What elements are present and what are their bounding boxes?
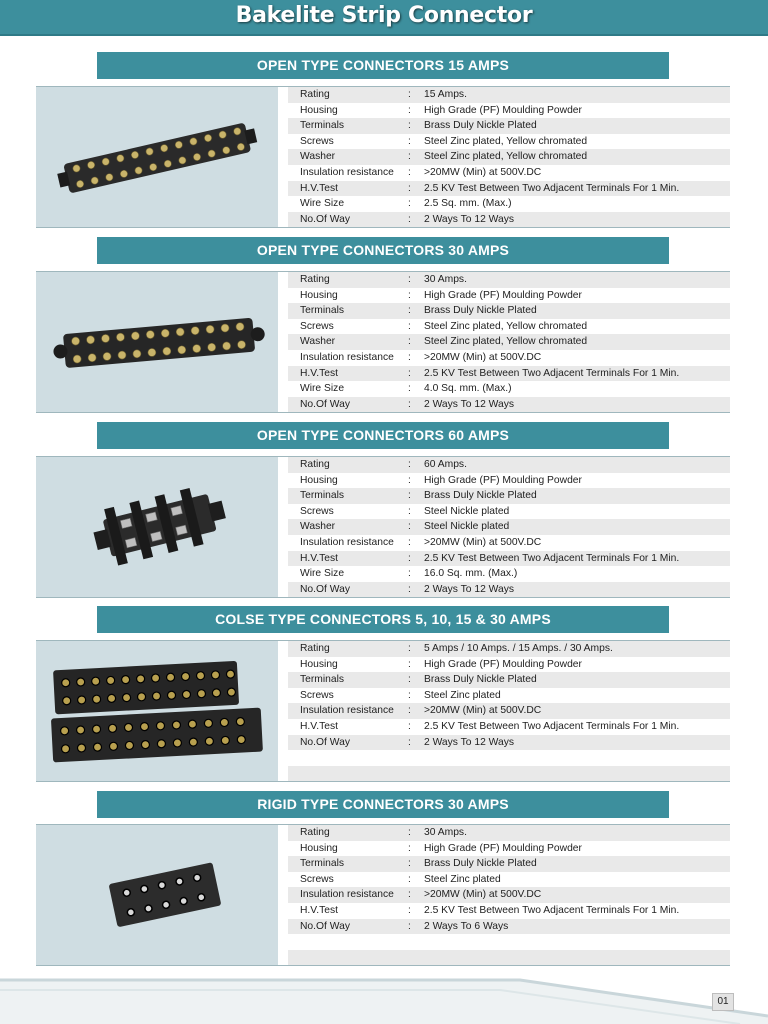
- spec-value: >20MW (Min) at 500V.DC: [424, 536, 542, 548]
- spec-label: Rating: [300, 89, 330, 100]
- spec-row: [288, 825, 730, 841]
- spec-label: Wire Size: [300, 383, 345, 395]
- separator: :: [408, 521, 411, 533]
- spec-label: Housing: [300, 474, 338, 486]
- spec-row: [288, 551, 730, 567]
- spec-row: [288, 87, 730, 103]
- spec-row: [288, 856, 730, 872]
- spec-label: Rating: [300, 643, 330, 654]
- spec-table: [288, 457, 730, 597]
- section-banner-open-30a: [97, 237, 669, 264]
- spec-row: [288, 165, 730, 181]
- spec-label: Housing: [300, 842, 338, 854]
- spec-value: >20MW (Min) at 500V.DC: [424, 351, 542, 363]
- spec-value: 15 Amps.: [424, 89, 467, 100]
- separator: :: [408, 398, 411, 410]
- spec-row: [288, 703, 730, 719]
- spec-row: [288, 196, 730, 212]
- section-open-60a: [36, 456, 730, 598]
- separator: :: [408, 320, 411, 332]
- spec-row: [288, 719, 730, 735]
- spec-label: Insulation resistance: [300, 166, 394, 178]
- spec-table: [288, 87, 730, 227]
- section-close-type: [36, 640, 730, 782]
- spec-value: 2.5 KV Test Between Two Adjacent Terminals For 1 Min.: [424, 552, 680, 564]
- spec-label: Screws: [300, 320, 334, 332]
- spec-label: Housing: [300, 289, 338, 301]
- section-title: OPEN TYPE CONNECTORS 15 AMPS: [256, 57, 510, 73]
- spec-value: High Grade (PF) Moulding Powder: [424, 658, 582, 670]
- spec-row-empty: [288, 766, 730, 782]
- spec-table: [288, 825, 730, 965]
- spec-row: [288, 903, 730, 919]
- spec-row: [288, 582, 730, 598]
- spec-label: No.Of Way: [300, 583, 350, 595]
- spec-label: Housing: [300, 104, 338, 116]
- spec-table: [288, 272, 730, 412]
- spec-value: Steel Zinc plated, Yellow chromated: [424, 336, 588, 348]
- spec-label: No.Of Way: [300, 398, 350, 410]
- spec-label: Rating: [300, 459, 330, 470]
- spec-label: Washer: [300, 521, 336, 533]
- spec-label: No.Of Way: [300, 736, 350, 748]
- separator: :: [408, 705, 411, 717]
- spec-label: Terminals: [300, 305, 345, 317]
- spec-value: Steel Zinc plated: [424, 873, 501, 885]
- separator: :: [408, 689, 411, 701]
- spec-value: 2 Ways To 12 Ways: [424, 398, 515, 410]
- spec-label: Screws: [300, 873, 334, 885]
- separator: :: [408, 536, 411, 548]
- page-number: 01: [712, 993, 734, 1011]
- section-title: OPEN TYPE CONNECTORS 60 AMPS: [256, 427, 510, 443]
- separator: :: [408, 274, 411, 285]
- separator: :: [408, 643, 411, 654]
- spec-value: High Grade (PF) Moulding Powder: [424, 474, 582, 486]
- spec-label: H.V.Test: [300, 367, 338, 379]
- section-title: COLSE TYPE CONNECTORS 5, 10, 15 & 30 AMPS: [215, 611, 551, 627]
- spec-row: [288, 519, 730, 535]
- spec-row: [288, 566, 730, 582]
- spec-label: Washer: [300, 151, 336, 163]
- spec-value: 16.0 Sq. mm. (Max.): [424, 568, 518, 580]
- spec-value: >20MW (Min) at 500V.DC: [424, 705, 542, 717]
- separator: :: [408, 459, 411, 470]
- separator: :: [408, 858, 411, 870]
- spec-label: Insulation resistance: [300, 536, 394, 548]
- spec-row: [288, 919, 730, 935]
- section-rigid-30a: [36, 824, 730, 966]
- spec-row: [288, 672, 730, 688]
- connector-30a-image: [36, 272, 278, 412]
- separator: :: [408, 151, 411, 163]
- spec-row: [288, 334, 730, 350]
- spec-value: 2.5 KV Test Between Two Adjacent Terminals For 1 Min.: [424, 367, 680, 379]
- spec-label: Insulation resistance: [300, 351, 394, 363]
- spec-row-empty: [288, 750, 730, 766]
- spec-value: >20MW (Min) at 500V.DC: [424, 166, 542, 178]
- spec-value: 4.0 Sq. mm. (Max.): [424, 383, 512, 395]
- separator: :: [408, 552, 411, 564]
- spec-label: Wire Size: [300, 568, 345, 580]
- spec-row: [288, 118, 730, 134]
- separator: :: [408, 367, 411, 379]
- spec-value: 60 Amps.: [424, 459, 467, 470]
- spec-label: Insulation resistance: [300, 705, 394, 717]
- separator: :: [408, 289, 411, 301]
- separator: :: [408, 89, 411, 100]
- product-image-panel: [36, 641, 278, 781]
- connector-close-type-image: [36, 641, 278, 781]
- spec-row: [288, 350, 730, 366]
- separator: :: [408, 904, 411, 916]
- spec-value: 30 Amps.: [424, 274, 467, 285]
- spec-value: 2.5 KV Test Between Two Adjacent Terminals For 1 Min.: [424, 904, 680, 916]
- spec-value: Brass Duly Nickle Plated: [424, 490, 537, 502]
- separator: :: [408, 490, 411, 502]
- spec-label: Screws: [300, 135, 334, 147]
- spec-table: [288, 641, 730, 781]
- separator: :: [408, 351, 411, 363]
- spec-row: [288, 735, 730, 751]
- section-banner-open-15a: [97, 52, 669, 79]
- section-banner-rigid-30a: [97, 791, 669, 818]
- page-title: Bakelite Strip Connector: [235, 3, 533, 28]
- spec-label: H.V.Test: [300, 720, 338, 732]
- spec-value: Steel Nickle plated: [424, 521, 510, 533]
- separator: :: [408, 198, 411, 210]
- spec-label: Terminals: [300, 490, 345, 502]
- spec-row: [288, 149, 730, 165]
- spec-label: Screws: [300, 689, 334, 701]
- spec-row: [288, 103, 730, 119]
- section-title: RIGID TYPE CONNECTORS 30 AMPS: [257, 796, 509, 812]
- spec-row: [288, 212, 730, 228]
- separator: :: [408, 827, 411, 838]
- spec-row: [288, 381, 730, 397]
- spec-value: 2 Ways To 12 Ways: [424, 583, 515, 595]
- separator: :: [408, 658, 411, 670]
- spec-label: Terminals: [300, 858, 345, 870]
- product-image-panel: [36, 457, 278, 597]
- spec-row: [288, 134, 730, 150]
- spec-row: [288, 535, 730, 551]
- separator: :: [408, 474, 411, 486]
- spec-label: Wire Size: [300, 198, 345, 210]
- spec-row: [288, 488, 730, 504]
- spec-value: Brass Duly Nickle Plated: [424, 858, 537, 870]
- separator: :: [408, 213, 411, 225]
- product-image-panel: [36, 87, 278, 227]
- spec-row: [288, 641, 730, 657]
- spec-label: Screws: [300, 505, 334, 517]
- spec-label: H.V.Test: [300, 904, 338, 916]
- separator: :: [408, 505, 411, 517]
- spec-value: Steel Zinc plated, Yellow chromated: [424, 151, 588, 163]
- spec-value: High Grade (PF) Moulding Powder: [424, 104, 582, 116]
- separator: :: [408, 920, 411, 932]
- separator: :: [408, 583, 411, 595]
- spec-row: [288, 887, 730, 903]
- separator: :: [408, 104, 411, 116]
- spec-label: H.V.Test: [300, 182, 338, 194]
- spec-value: 5 Amps / 10 Amps. / 15 Amps. / 30 Amps.: [424, 643, 613, 654]
- spec-row: [288, 303, 730, 319]
- separator: :: [408, 736, 411, 748]
- separator: :: [408, 135, 411, 147]
- product-image-panel: [36, 272, 278, 412]
- spec-row: [288, 688, 730, 704]
- spec-label: Insulation resistance: [300, 889, 394, 901]
- spec-row: [288, 288, 730, 304]
- spec-row: [288, 397, 730, 413]
- spec-label: H.V.Test: [300, 552, 338, 564]
- spec-value: Brass Duly Nickle Plated: [424, 305, 537, 317]
- title-bar: [0, 0, 768, 36]
- connector-rigid-image: [36, 825, 278, 965]
- spec-label: Terminals: [300, 120, 345, 132]
- spec-value: Steel Zinc plated, Yellow chromated: [424, 320, 588, 332]
- spec-row: [288, 473, 730, 489]
- separator: :: [408, 674, 411, 686]
- spec-row: [288, 319, 730, 335]
- spec-value: 2.5 Sq. mm. (Max.): [424, 198, 512, 210]
- section-open-30a: [36, 271, 730, 413]
- spec-value: High Grade (PF) Moulding Powder: [424, 289, 582, 301]
- spec-value: 2.5 KV Test Between Two Adjacent Terminals For 1 Min.: [424, 720, 680, 732]
- spec-label: Washer: [300, 336, 336, 348]
- spec-value: Steel Zinc plated, Yellow chromated: [424, 135, 588, 147]
- spec-value: 2.5 KV Test Between Two Adjacent Terminals For 1 Min.: [424, 182, 680, 194]
- separator: :: [408, 889, 411, 901]
- spec-row-empty: [288, 950, 730, 966]
- spec-row-empty: [288, 934, 730, 950]
- connector-60a-image: [36, 457, 278, 597]
- section-open-15a: [36, 86, 730, 228]
- separator: :: [408, 305, 411, 317]
- spec-row: [288, 366, 730, 382]
- connector-15a-image: [36, 87, 278, 227]
- spec-value: Steel Nickle plated: [424, 505, 510, 517]
- spec-label: No.Of Way: [300, 213, 350, 225]
- spec-value: 2 Ways To 12 Ways: [424, 736, 515, 748]
- separator: :: [408, 182, 411, 194]
- separator: :: [408, 720, 411, 732]
- spec-row: [288, 457, 730, 473]
- product-image-panel: [36, 825, 278, 965]
- separator: :: [408, 166, 411, 178]
- spec-value: 30 Amps.: [424, 827, 467, 838]
- footer-decoration: [0, 976, 768, 1024]
- spec-row: [288, 504, 730, 520]
- section-title: OPEN TYPE CONNECTORS 30 AMPS: [256, 242, 510, 258]
- separator: :: [408, 120, 411, 132]
- separator: :: [408, 873, 411, 885]
- spec-label: Rating: [300, 274, 330, 285]
- spec-row: [288, 181, 730, 197]
- spec-value: Steel Zinc plated: [424, 689, 501, 701]
- section-banner-close-type: [97, 606, 669, 633]
- spec-row: [288, 272, 730, 288]
- spec-value: 2 Ways To 12 Ways: [424, 213, 515, 225]
- spec-row: [288, 657, 730, 673]
- separator: :: [408, 383, 411, 395]
- spec-label: No.Of Way: [300, 920, 350, 932]
- separator: :: [408, 336, 411, 348]
- spec-label: Housing: [300, 658, 338, 670]
- separator: :: [408, 842, 411, 854]
- spec-label: Rating: [300, 827, 330, 838]
- section-banner-open-60a: [97, 422, 669, 449]
- spec-value: >20MW (Min) at 500V.DC: [424, 889, 542, 901]
- spec-row: [288, 841, 730, 857]
- spec-row: [288, 872, 730, 888]
- spec-value: Brass Duly Nickle Plated: [424, 120, 537, 132]
- spec-value: High Grade (PF) Moulding Powder: [424, 842, 582, 854]
- spec-label: Terminals: [300, 674, 345, 686]
- separator: :: [408, 568, 411, 580]
- spec-value: 2 Ways To 6 Ways: [424, 920, 509, 932]
- spec-value: Brass Duly Nickle Plated: [424, 674, 537, 686]
